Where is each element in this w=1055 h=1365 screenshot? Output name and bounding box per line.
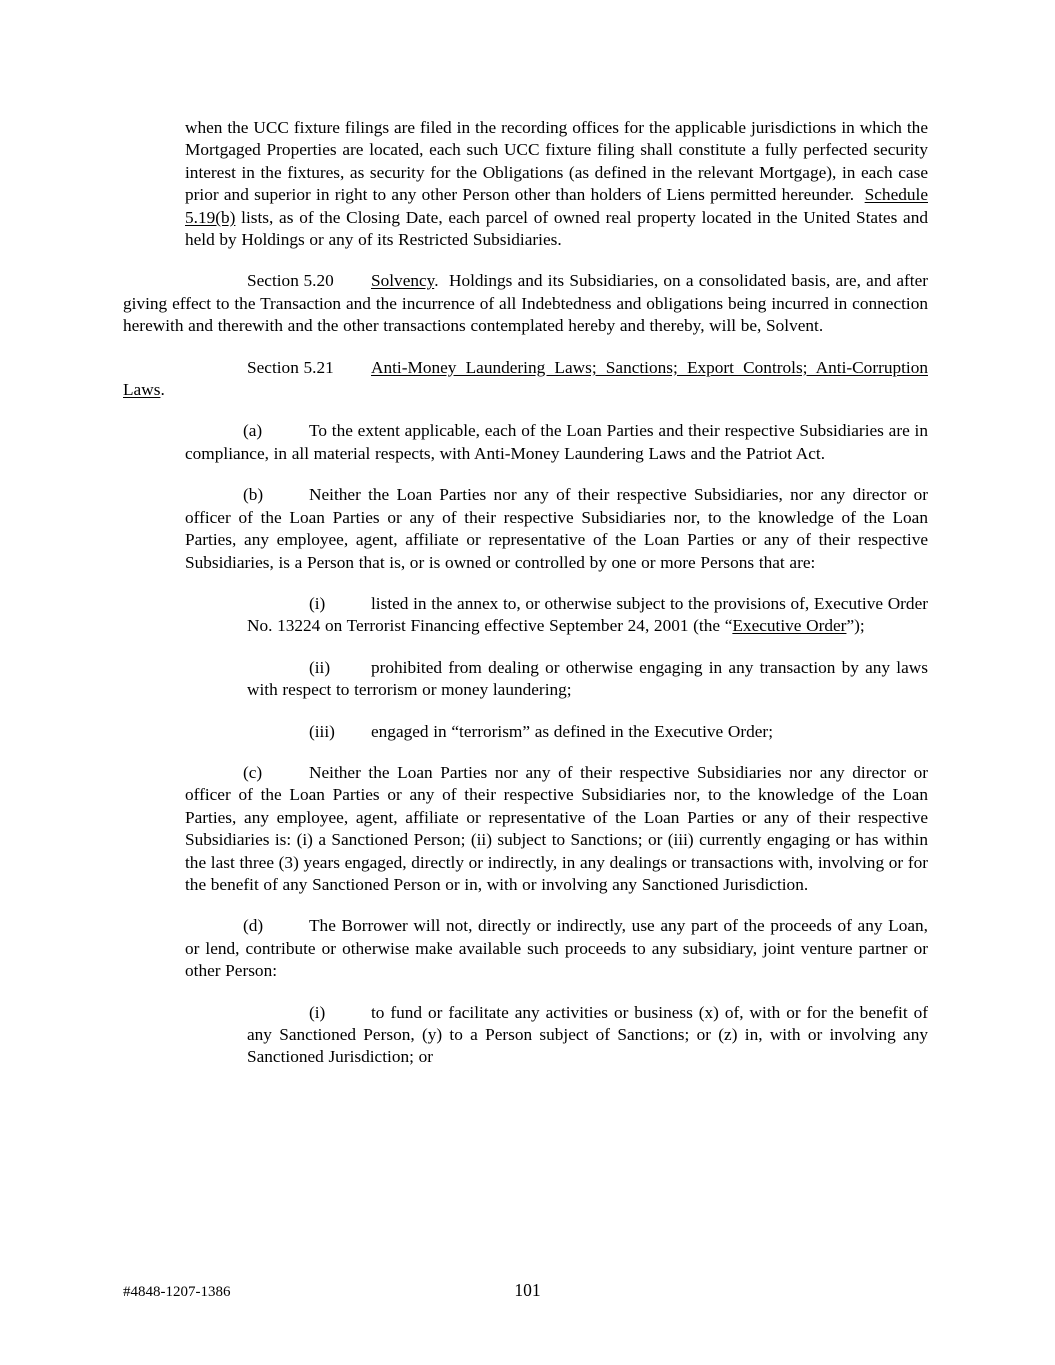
paragraph-label: (i) (309, 593, 326, 613)
paragraph-6 (247, 593, 928, 638)
paragraph-label: Section 5.20 (247, 271, 334, 291)
text-run: Neither the Loan Parties nor any of their respective Subsidiaries nor any director or officer of the Loan Parties or any of their respective Subsidiaries nor, to the knowledge of the Loan Parties, any employee, agent, affiliate or representative of the Loan Parties or any of their respective Subsidiaries is: (i) a Sanctioned Person; (ii) subject to Sanctions; or (iii) currently engaging or has within the last three (3) years engaged, directly or indirectly, in any dealings or transactions with, involving or for the benefit of any Sanctioned Person or in, with or involving any Sanctioned Jurisdiction. (185, 762, 928, 894)
text-run: to fund or facilitate any activities or business (x) of, with or for the benefit of any Sanctioned Person, (y) to a Person subject of Sanctions; or (z) in, with or involving any Sanctioned Jurisdiction; or (247, 1002, 928, 1067)
underlined-text: Schedule 5.19(b) (185, 185, 928, 227)
paragraph-label: (c) (243, 762, 263, 782)
text-run: lists, as of the Closing Date, each parcel of owned real property located in the United States and held by Holdings or any of its Restricted Subsidiaries. (185, 207, 928, 250)
text-run: prohibited from dealing or otherwise engaging in any transaction by any laws with respect to terrorism or money laundering; (247, 657, 928, 700)
text-run: To the extent applicable, each of the Loan Parties and their respective Subsidiaries are in compliance, in all material respects, with Anti-Money Laundering Laws and the Patriot Act. (185, 421, 928, 463)
paragraph-7 (247, 657, 928, 702)
text-run: listed in the annex to, or otherwise subject to the provisions of, Executive Order No. 13224 on Terrorist Financing effective September 24, 2001 (the “ (247, 593, 928, 636)
paragraph-label: (iii) (309, 721, 335, 741)
underlined-text: Anti-Money Laundering Laws; Sanctions; Export Controls; Anti-Corruption Laws (123, 357, 928, 400)
text-run: engaged in “terrorism” as defined in the Executive Order; (371, 721, 773, 741)
text-run: Neither the Loan Parties nor any of their respective Subsidiaries, nor any director or officer of the Loan Parties or any of their respective Subsidiaries nor, to the knowledge of the Loan Parties, any employee, agent, affiliate or representative of the Loan Parties or any of their respective Subsidiaries, is a Person that is, or is owned or controlled by one or more Persons that are: (185, 485, 928, 572)
text-run: The Borrower will not, directly or indirectly, use any part of the proceeds of any Loan, or lend, contribute or otherwise make available such proceeds to any subsidiary, joint venture partner or other Person: (185, 916, 928, 981)
underlined-text: Executive Order (732, 616, 847, 636)
footer-page-number: 101 (514, 1280, 541, 1300)
paragraph-3 (123, 357, 928, 402)
paragraph-4 (185, 420, 928, 465)
paragraph-8 (247, 721, 928, 743)
paragraph-11 (247, 1002, 928, 1069)
paragraph-1 (185, 117, 928, 251)
text-run: . (160, 380, 165, 400)
paragraph-label: (b) (243, 485, 264, 505)
text-run: . Holdings and its Subsidiaries, on a consolidated basis, are, and after giving effect to the Transaction and the incurrence of all Indebtedness and obligations being incurred in connection herewith and therewith and the other transactions contemplated hereby and thereby, will be, Solvent. (123, 271, 928, 336)
paragraph-2 (123, 270, 928, 337)
text-run: when the UCC fixture filings are filed in the recording offices for the applicable jurisdictions in which the Mortgaged Properties are located, each such UCC fixture filing shall constitute a fully perfected security interest in the fixtures, as security for the Obligations (as defined in the relevant Mortgage), in each case prior and superior in right to any other Person other than holders of Liens permitted hereunder. (185, 118, 928, 205)
text-run: ”); (846, 616, 865, 636)
paragraph-label: (a) (243, 421, 263, 441)
paragraph-label: (d) (243, 916, 264, 936)
paragraph-9 (185, 762, 928, 896)
paragraph-label: (i) (309, 1002, 326, 1022)
paragraph-10 (185, 915, 928, 982)
paragraph-label: (ii) (309, 657, 331, 677)
paragraph-label: Section 5.21 (247, 357, 334, 377)
underlined-text: Solvency (371, 271, 435, 291)
document-body (123, 117, 928, 1088)
paragraph-5 (185, 484, 928, 574)
footer-document-number: #4848-1207-1386 (123, 1284, 231, 1300)
